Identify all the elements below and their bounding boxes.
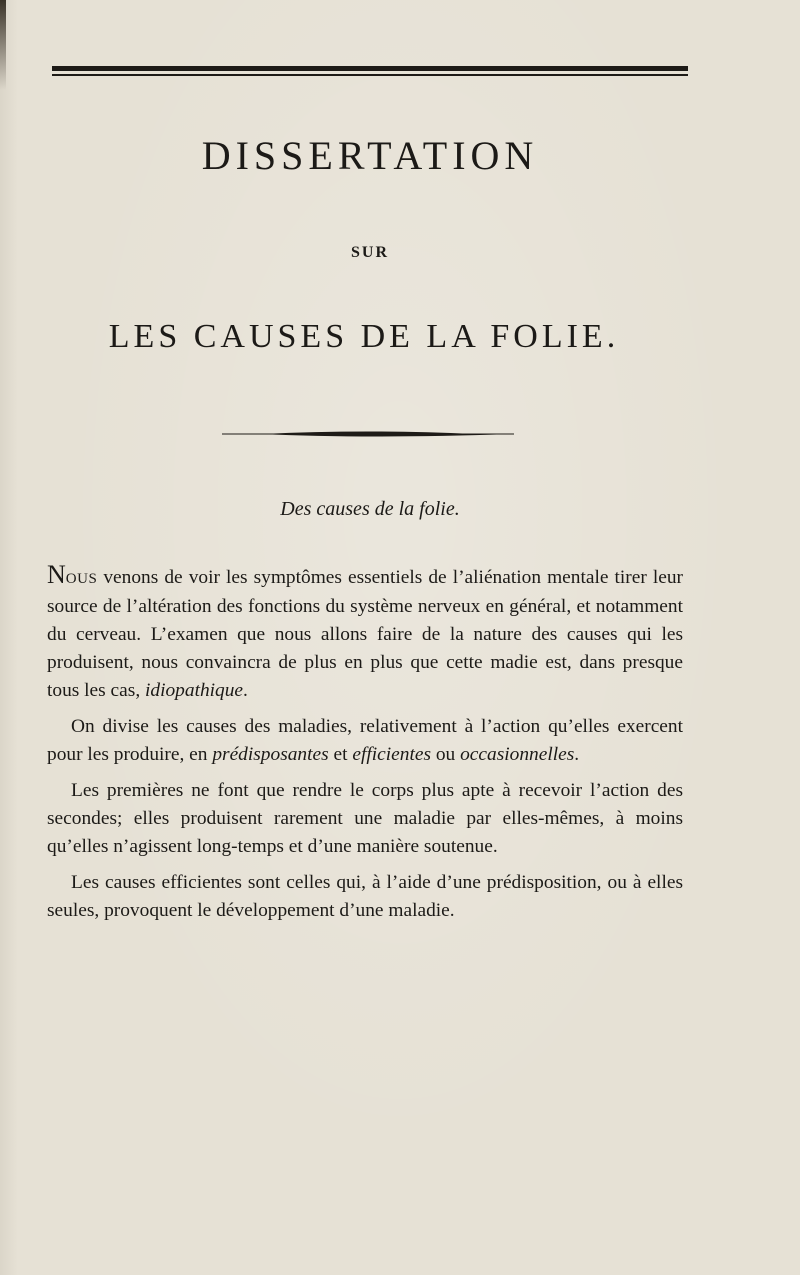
paragraph-2-text-d: . xyxy=(574,744,580,765)
paragraph-4: Les causes efficientes sont celles qui, à l’aide d’une prédisposition, ou à elles seules, provoquent le développement d’une maladie. xyxy=(47,872,683,921)
divider-swell-rule xyxy=(222,430,514,438)
paragraph-1-text-b: . xyxy=(243,680,248,701)
paragraph-2-italic-a: prédisposantes xyxy=(212,744,329,765)
paragraph-2-text-b: et xyxy=(328,744,353,765)
top-double-rule xyxy=(52,66,688,76)
top-rule-thick xyxy=(52,66,688,71)
small-caps-word: OUS xyxy=(65,571,98,587)
title-connector: SUR xyxy=(350,244,389,261)
paragraph-3: Les premières ne font que rendre le corps plus apte à recevoir l’action des secondes; elles produisent rarement une maladie par elles-mêmes, à moins qu’elles n’agissent long-temps et d’une manière soutenue. xyxy=(47,780,683,857)
paragraph-2-italic-c: occasionnelles xyxy=(460,744,575,765)
paragraph-2-text-c: ou xyxy=(431,744,461,765)
drop-capital: N xyxy=(47,560,66,589)
page-title: DISSERTATION xyxy=(201,133,539,178)
top-rule-thin xyxy=(52,74,688,76)
paragraph-1-italic-a: idiopathique xyxy=(145,680,244,701)
paragraph-1 xyxy=(47,560,683,705)
page-subtitle: LES CAUSES DE LA FOLIE. xyxy=(108,318,620,355)
paragraph-2 xyxy=(47,713,683,769)
paragraph-2-text-a: On divise les causes des maladies, relativement à l’action qu’elles exercent pour les produire, en xyxy=(47,716,683,765)
paragraph-1-text-a: venons de voir les symptômes essentiels de l’aliénation mentale tirer leur source de l’altération des fonctions du système nerveux en général, et notamment du cerveau. L’examen que nous allons faire de la nature des causes qui les produisent, nous convaincra de plus en plus que cette madie est, dans presque tous les cas, xyxy=(47,567,683,701)
ornamental-divider xyxy=(222,430,514,438)
paragraph-2-italic-b: efficientes xyxy=(352,744,431,765)
body-text xyxy=(47,560,683,933)
section-heading: Des causes de la folie. xyxy=(280,498,460,520)
page-edge-shadow xyxy=(0,0,6,90)
